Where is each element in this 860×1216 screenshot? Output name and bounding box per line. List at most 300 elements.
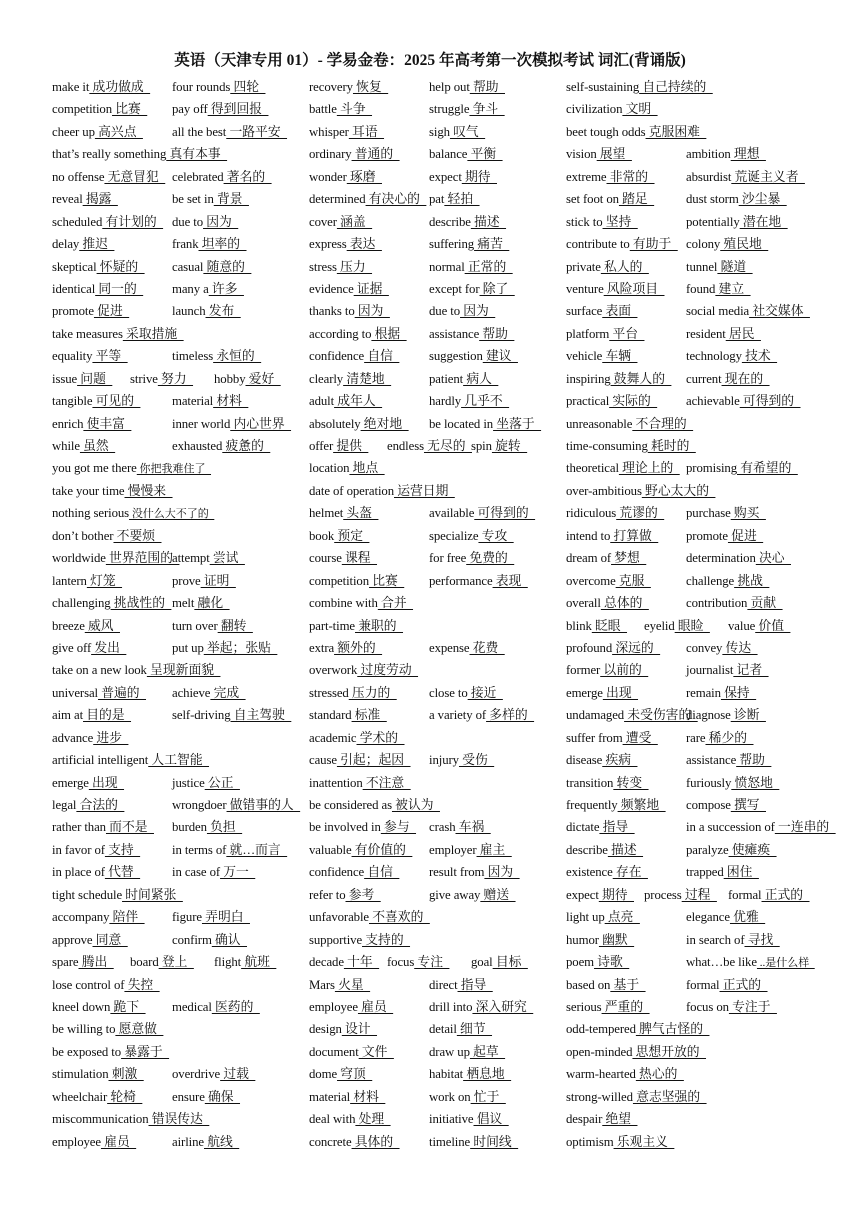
- vocab-row: [309, 1086, 553, 1108]
- english-word: beet tough odds: [566, 124, 646, 139]
- english-word: expect: [566, 887, 599, 902]
- vocab-entry: [172, 188, 296, 210]
- chinese-meaning: 鼓舞人的: [610, 371, 672, 386]
- vocab-entry: [566, 974, 686, 996]
- english-word: express: [309, 237, 347, 252]
- english-word: advance: [52, 730, 94, 745]
- vocab-entry: [429, 547, 553, 569]
- vocab-entry: [52, 98, 172, 120]
- chinese-meaning: 普通的: [351, 147, 400, 162]
- vocab-row: [309, 233, 553, 255]
- vocab-row: [309, 143, 553, 165]
- english-word: you got me there: [52, 461, 137, 476]
- vocab-row: [309, 682, 553, 704]
- chinese-meaning: 有助于: [629, 237, 678, 252]
- vocab-entry: [429, 839, 553, 861]
- english-word: optimism: [566, 1134, 614, 1149]
- vocab-entry: [644, 615, 728, 637]
- chinese-meaning: 额外的: [334, 640, 383, 655]
- vocab-row: [52, 974, 296, 996]
- chinese-meaning: 证明: [200, 573, 236, 588]
- english-word: describe: [566, 842, 608, 857]
- chinese-meaning: 正式的: [761, 887, 810, 902]
- vocab-row: [566, 794, 810, 816]
- vocab-row: [52, 637, 296, 659]
- chinese-meaning: 有决心的: [365, 192, 427, 207]
- vocab-row: [309, 1063, 553, 1085]
- chinese-meaning: 可见的: [92, 394, 141, 409]
- english-word: endless: [387, 439, 424, 453]
- vocab-entry: [52, 1063, 172, 1085]
- chinese-meaning: 确认: [211, 932, 248, 947]
- chinese-meaning: 期待: [461, 169, 497, 184]
- english-word: process: [644, 887, 682, 902]
- english-word: due to: [429, 304, 461, 319]
- vocab-row: [566, 98, 810, 120]
- vocab-row: [566, 906, 810, 928]
- vocab-row: [566, 188, 810, 210]
- english-word: stick to: [566, 214, 603, 229]
- vocab-entry: [429, 974, 553, 996]
- chinese-meaning: 火星: [334, 977, 371, 992]
- english-word: emerge: [566, 685, 603, 700]
- chinese-meaning: 忙于: [470, 1089, 506, 1104]
- chinese-meaning: 未受伤害的: [624, 708, 698, 723]
- english-word: venture: [566, 281, 604, 296]
- chinese-meaning: 帮助: [479, 326, 515, 341]
- vocab-entry: [566, 615, 644, 637]
- vocab-row: [566, 166, 810, 188]
- page-title: 英语（天津专用 01）- 学易金卷：2025 年高考第一次模拟考试 词汇(背诵版): [174, 52, 686, 69]
- vocab-row: [566, 951, 815, 973]
- english-word: achieve: [172, 685, 211, 700]
- vocab-row: [566, 457, 810, 479]
- english-word: ridiculous: [566, 506, 617, 521]
- chinese-meaning: 时间线: [470, 1134, 519, 1149]
- chinese-meaning: 普遍的: [98, 685, 147, 700]
- vocab-entry: [309, 188, 429, 210]
- english-word: habitat: [429, 1067, 464, 1082]
- english-word: found: [686, 281, 716, 296]
- english-word: in place of: [52, 865, 105, 880]
- chinese-meaning: 细节: [456, 1022, 493, 1037]
- vocab-row: [566, 323, 810, 345]
- english-word: wheelchair: [52, 1089, 108, 1104]
- vocab-row: [52, 1086, 296, 1108]
- chinese-meaning: 花费: [469, 640, 505, 655]
- vocab-entry: [52, 592, 172, 614]
- chinese-meaning: 专注于: [728, 999, 777, 1014]
- vocab-entry: [429, 861, 553, 883]
- english-word: determined: [309, 192, 366, 207]
- vocab-entry: [566, 727, 686, 749]
- vocab-entry: [686, 233, 810, 255]
- english-word: employee: [309, 999, 358, 1014]
- vocab-row: [52, 143, 296, 165]
- chinese-meaning: 帮助: [736, 753, 772, 768]
- english-word: compose: [686, 798, 731, 812]
- chinese-meaning: 转变: [613, 775, 649, 790]
- chinese-meaning: 沙尘暴: [738, 192, 787, 207]
- vocab-entry: [686, 570, 810, 592]
- vocab-row: [52, 323, 296, 345]
- chinese-meaning: 无尽的: [423, 439, 472, 453]
- vocab-entry: [566, 76, 810, 98]
- vocab-row: [566, 1041, 810, 1063]
- vocab-entry: [172, 166, 296, 188]
- chinese-meaning: 疾病: [602, 753, 638, 768]
- vocab-row: [309, 98, 553, 120]
- vocab-entry: [172, 278, 296, 300]
- vocab-row: [309, 547, 553, 569]
- english-word: contribute to: [566, 237, 630, 252]
- english-word: breeze: [52, 618, 85, 633]
- vocab-entry: [52, 1131, 172, 1153]
- chinese-meaning: 平台: [609, 326, 645, 341]
- vocab-entry: [52, 1108, 296, 1130]
- vocab-row: [52, 794, 301, 816]
- chinese-meaning: 运营日期: [394, 483, 455, 498]
- chinese-meaning: 琢磨: [346, 169, 382, 184]
- english-word: celebrated: [172, 169, 224, 184]
- vocab-entry: [566, 861, 686, 883]
- vocab-row: [566, 884, 810, 906]
- vocab-row: [309, 906, 553, 928]
- english-word: humor: [566, 932, 599, 947]
- chinese-meaning: 克服困难: [645, 124, 707, 139]
- chinese-meaning: 证据: [353, 281, 389, 296]
- vocab-entry: [566, 368, 686, 390]
- vocab-entry: [172, 861, 296, 883]
- vocab-entry: [309, 682, 429, 704]
- vocab-row: [566, 772, 810, 794]
- vocab-entry: [309, 233, 429, 255]
- chinese-meaning: 撰写: [730, 798, 766, 812]
- english-word: no offense: [52, 169, 105, 184]
- vocab-row: [309, 435, 553, 457]
- chinese-meaning: 高兴点: [94, 124, 143, 139]
- vocab-entry: [728, 884, 810, 906]
- vocab-entry: [686, 256, 810, 278]
- vocab-entry: [172, 435, 296, 457]
- vocab-entry: [52, 906, 172, 928]
- vocab-entry: [309, 1041, 429, 1063]
- vocab-row: [52, 1108, 296, 1130]
- vocab-row: [309, 861, 553, 883]
- english-word: absurdist: [686, 169, 732, 184]
- english-word: take your time: [52, 483, 125, 498]
- vocab-entry: [686, 502, 810, 524]
- chinese-meaning: 支持: [104, 842, 141, 857]
- vocab-entry: [309, 996, 429, 1018]
- english-word: in terms of: [172, 842, 227, 857]
- vocab-entry: [429, 884, 553, 906]
- vocab-entry: [172, 76, 296, 98]
- chinese-meaning: 过载: [220, 1067, 256, 1082]
- chinese-meaning: 因为: [203, 214, 239, 229]
- vocab-entry: [686, 861, 810, 883]
- english-word: rather than: [52, 820, 106, 835]
- chinese-meaning: 压力的: [348, 685, 397, 700]
- chinese-meaning: 车祸: [455, 820, 491, 835]
- chinese-meaning: 航班: [241, 955, 277, 970]
- english-word: time-consuming: [566, 439, 648, 453]
- vocab-entry: [429, 323, 553, 345]
- vocab-row: [52, 390, 296, 412]
- vocab-entry: [309, 435, 387, 457]
- vocab-row: [309, 323, 553, 345]
- chinese-meaning: 轻拍: [444, 192, 480, 207]
- english-word: diagnose: [686, 708, 731, 723]
- chinese-meaning: 暴露于: [121, 1044, 170, 1059]
- vocab-entry: [387, 435, 471, 457]
- english-word: paralyze: [686, 842, 729, 857]
- vocab-entry: [566, 1063, 810, 1085]
- english-word: justice: [172, 775, 205, 790]
- english-word: patient: [429, 371, 464, 386]
- chinese-meaning: 存在: [612, 865, 648, 880]
- vocab-row: [566, 502, 810, 524]
- english-word: self-driving: [172, 708, 231, 723]
- vocab-row: [566, 839, 810, 861]
- chinese-meaning: 清楚地: [343, 371, 392, 386]
- chinese-meaning: 记者: [733, 663, 769, 678]
- chinese-meaning: 潜在地: [739, 214, 788, 229]
- vocab-entry: [309, 1018, 429, 1040]
- english-word: remain: [686, 685, 721, 700]
- english-word: lose control of: [52, 977, 125, 992]
- vocab-row: [566, 727, 810, 749]
- vocab-row: [566, 659, 810, 681]
- vocab-entry: [309, 1086, 429, 1108]
- english-word: wonder: [309, 169, 347, 184]
- chinese-meaning: 提供: [333, 439, 369, 453]
- vocab-row: [309, 525, 553, 547]
- english-word: recovery: [309, 80, 353, 94]
- vocab-entry: [309, 368, 429, 390]
- english-word: private: [566, 259, 601, 274]
- english-word: absolutely: [309, 416, 361, 431]
- vocab-entry: [52, 996, 172, 1018]
- chinese-meaning: 课程: [341, 551, 378, 566]
- english-word: injury: [429, 753, 459, 768]
- vocab-entry: [686, 951, 815, 974]
- vocab-entry: [309, 1108, 429, 1130]
- chinese-meaning: 可得到的: [739, 394, 801, 409]
- vocab-row: [566, 974, 810, 996]
- vocab-entry: [52, 1086, 172, 1108]
- english-word: design: [309, 1022, 342, 1037]
- vocab-entry: [686, 727, 810, 749]
- vocab-entry: [52, 951, 130, 973]
- vocab-entry: [309, 98, 429, 120]
- chinese-meaning: 灯笼: [86, 573, 123, 588]
- english-word: elegance: [686, 910, 730, 925]
- english-word: concrete: [309, 1134, 352, 1149]
- english-word: be considered as: [309, 798, 392, 812]
- vocab-entry: [566, 345, 686, 367]
- english-word: tangible: [52, 394, 93, 409]
- english-word: pat: [429, 192, 445, 207]
- vocab-entry: [309, 525, 429, 547]
- vocab-entry: [566, 121, 810, 143]
- english-word: refer to: [309, 887, 346, 902]
- chinese-meaning: 基于: [610, 977, 646, 992]
- chinese-meaning: 居民: [725, 326, 761, 341]
- chinese-meaning: 踏足: [618, 192, 655, 207]
- english-word: expect: [429, 169, 462, 184]
- english-word: theoretical: [566, 461, 619, 476]
- english-word: take measures: [52, 326, 123, 341]
- chinese-meaning: 争斗: [469, 102, 505, 117]
- chinese-meaning: 理论上的: [618, 461, 680, 476]
- english-word: employee: [52, 1134, 101, 1149]
- vocab-row: [52, 480, 296, 502]
- vocab-entry: [429, 682, 553, 704]
- chinese-meaning: 努力: [157, 371, 194, 386]
- english-word: battle: [309, 102, 337, 117]
- chinese-meaning: 因为: [484, 865, 520, 880]
- vocab-entry: [566, 637, 686, 659]
- chinese-meaning: 描述: [607, 842, 644, 857]
- chinese-meaning: 怀疑的: [96, 259, 145, 274]
- chinese-meaning: 万一: [220, 865, 256, 880]
- english-word: overwork: [309, 663, 358, 678]
- english-word: set foot on: [566, 192, 619, 207]
- vocab-row: [52, 435, 296, 457]
- vocab-entry: [566, 480, 810, 502]
- english-word: identical: [52, 281, 96, 296]
- english-word: approve: [52, 932, 93, 947]
- chinese-meaning: 困住: [723, 865, 759, 880]
- english-word: balance: [429, 147, 468, 162]
- vocab-entry: [52, 76, 172, 98]
- vocab-entry: [52, 323, 296, 345]
- chinese-meaning: 克服: [615, 573, 651, 588]
- vocab-entry: [429, 525, 553, 547]
- chinese-meaning: 目的是: [83, 708, 132, 723]
- vocab-entry: [429, 1108, 553, 1130]
- vocab-entry: [309, 861, 429, 883]
- vocab-row: [309, 368, 553, 390]
- chinese-meaning: 描述: [470, 214, 507, 229]
- english-word: accompany: [52, 910, 110, 925]
- vocab-entry: [566, 188, 686, 210]
- vocab-entry: [686, 143, 810, 165]
- vocab-entry: [52, 502, 296, 525]
- vocab-entry: [309, 704, 429, 726]
- english-word: performance: [429, 573, 493, 588]
- english-word: purchase: [686, 506, 731, 521]
- vocab-entry: [309, 974, 429, 996]
- vocab-row: [309, 637, 553, 659]
- chinese-meaning: 诊断: [730, 708, 766, 723]
- vocab-entry: [429, 76, 553, 98]
- english-word: tunnel: [686, 259, 718, 274]
- english-word: suffer from: [566, 730, 623, 745]
- vocab-entry: [429, 996, 553, 1018]
- english-word: cover: [309, 214, 337, 229]
- chinese-meaning: 指导: [599, 820, 635, 835]
- vocab-row: [309, 951, 553, 973]
- chinese-meaning: 慢慢来: [124, 483, 173, 498]
- english-word: burden: [172, 820, 207, 835]
- vocab-entry: [309, 592, 553, 614]
- vocab-entry: [566, 502, 686, 524]
- chinese-meaning: 兼职的: [355, 618, 404, 633]
- english-word: transition: [566, 775, 614, 790]
- vocab-row: [309, 839, 553, 861]
- english-word: in search of: [686, 932, 745, 947]
- vocab-column-1: [52, 76, 301, 1153]
- chinese-meaning: 合法的: [76, 798, 125, 812]
- chinese-meaning: 合并: [377, 596, 414, 611]
- vocab-row: [309, 1018, 553, 1040]
- chinese-meaning: 叹气: [449, 124, 486, 139]
- english-word: sigh: [429, 124, 450, 139]
- english-word: open-minded: [566, 1044, 633, 1059]
- english-word: take on a new look: [52, 663, 147, 678]
- chinese-meaning: 航线: [204, 1134, 240, 1149]
- vocab-entry: [686, 300, 810, 322]
- english-word: part-time: [309, 618, 356, 633]
- chinese-meaning: 几乎不: [461, 394, 510, 409]
- vocab-entry: [52, 1041, 296, 1063]
- english-word: combine with: [309, 596, 378, 611]
- vocab-entry: [52, 457, 296, 480]
- chinese-meaning: 错误传达: [148, 1112, 210, 1127]
- vocab-row: [566, 256, 810, 278]
- english-word: flight: [214, 955, 242, 970]
- vocab-entry: [566, 906, 686, 928]
- english-word: dream of: [566, 551, 612, 566]
- vocab-row: [52, 816, 296, 838]
- chinese-meaning: 车辆: [602, 349, 638, 364]
- english-word: initiative: [429, 1112, 474, 1127]
- vocab-row: [566, 211, 810, 233]
- english-word: formal: [728, 887, 762, 902]
- vocab-row: [566, 525, 810, 547]
- english-word: be willing to: [52, 1022, 116, 1037]
- vocab-entry: [172, 413, 296, 435]
- english-word: competition: [52, 102, 113, 117]
- vocab-entry: [52, 368, 130, 390]
- chinese-meaning: 诗歌: [594, 955, 630, 970]
- chinese-meaning: 表达: [346, 237, 382, 252]
- vocab-entry: [566, 704, 698, 726]
- vocab-entry: [52, 749, 296, 771]
- vocab-entry: [471, 951, 553, 973]
- vocab-row: [309, 211, 553, 233]
- vocab-entry: [686, 974, 810, 996]
- vocab-row: [566, 1018, 810, 1040]
- chinese-meaning: 随意的: [203, 259, 252, 274]
- vocab-row: [309, 592, 553, 614]
- english-word: scheduled: [52, 214, 103, 229]
- english-word: prove: [172, 573, 201, 588]
- vocab-entry: [429, 1131, 553, 1153]
- chinese-meaning: 不合理的: [632, 416, 694, 431]
- vocab-entry: [686, 659, 810, 681]
- vocab-entry: [309, 727, 553, 749]
- chinese-meaning: 隧道: [717, 259, 753, 274]
- english-word: equality: [52, 349, 93, 364]
- english-word: worldwide: [52, 551, 106, 566]
- vocab-entry: [566, 457, 686, 479]
- vocab-entry: [566, 682, 686, 704]
- vocab-entry: [429, 345, 553, 367]
- chinese-meaning: 坦率的: [198, 237, 247, 252]
